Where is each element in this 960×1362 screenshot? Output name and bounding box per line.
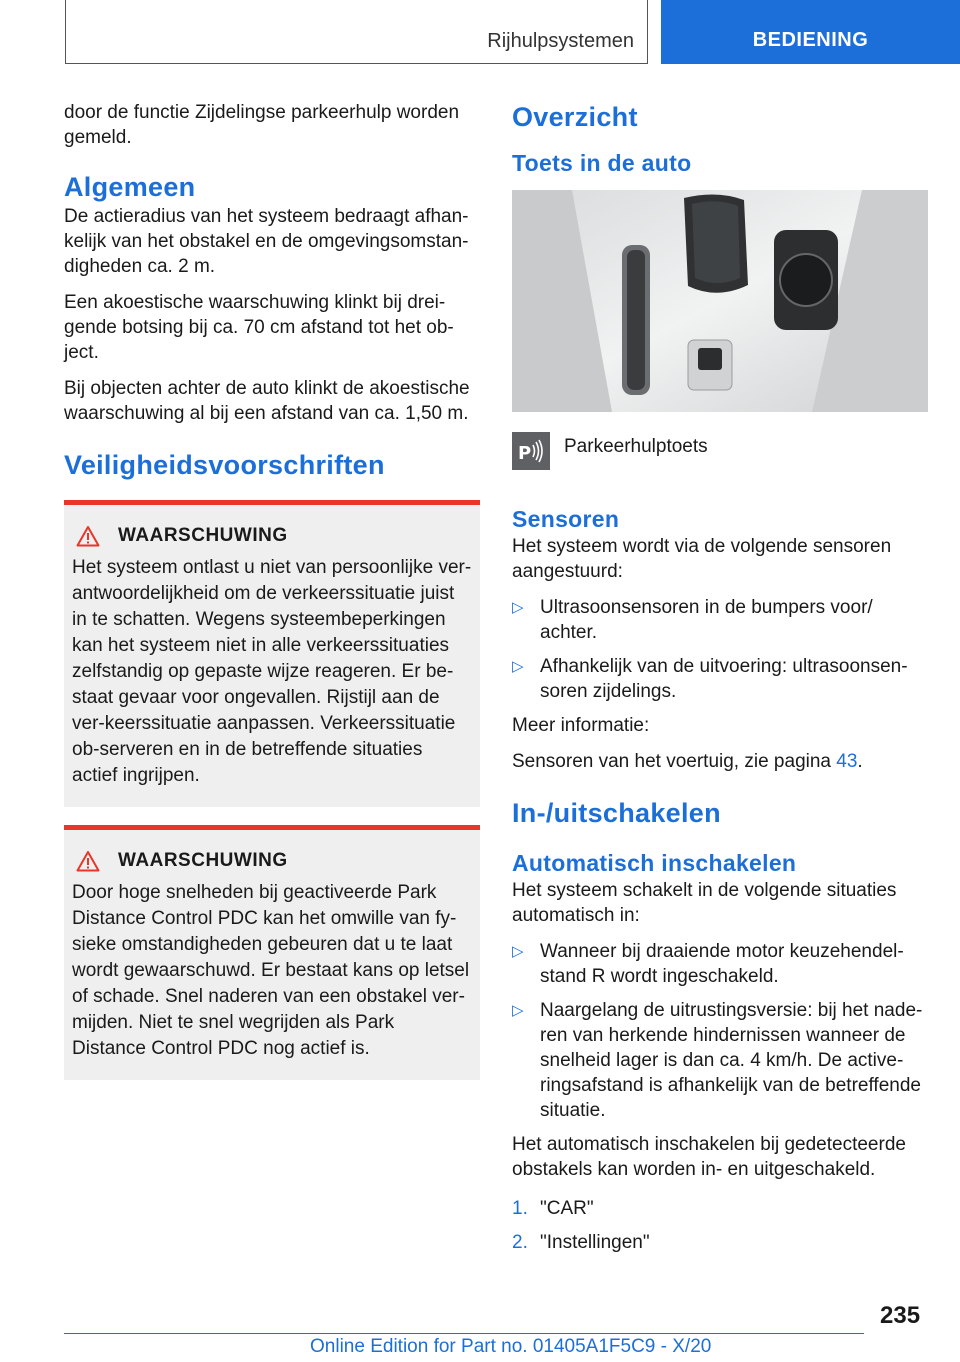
sensors-intro: Het systeem wordt via de volgende sensoren aangestuurd: (512, 536, 892, 582)
onoff-heading: In-/uitschakelen (512, 798, 721, 828)
list-item (512, 939, 928, 989)
sensors-heading: Sensoren (512, 506, 620, 532)
list-item (512, 1196, 928, 1221)
general-paragraph-1: De actieradius van het systeem bedraagt afhan-kelijk van het obstakel en de omgevingsomstan-digheden ca. 2 m. (64, 206, 469, 277)
left-column (64, 100, 480, 1098)
auto-note: Het automatisch inschakelen bij gedetecteerde obstakels kan worden in- en uitgeschakeld. (512, 1134, 906, 1180)
intro-text: door de functie Zijdelingse parkeerhulp worden gemeld. (64, 102, 460, 148)
button-legend (512, 434, 928, 470)
warning-text: Het systeem ontlast u niet van persoonlijke ver-antwoordelijkheid om de verkeerssituatie juist in te schatten. Wegens systeembeperkingen kan het systeem niet in alle verkeerssituaties zelfstandig op gepaste wijze reageren. Er be-staat gevaar voor ongevallen. Rijstijl aan de ver-keerssituatie aanpassen. Verkeerssituatie ob-serveren en in de betreffende situaties actief ingrijpen. (72, 557, 472, 786)
park-assist-button-icon (512, 432, 550, 470)
triangle-bullet-icon: ▷ (512, 658, 524, 675)
page-link[interactable]: 43 (836, 751, 858, 772)
warning-text: Door hoge snelheden bij geactiveerde Park Distance Control PDC kan het omwille van fy-sieke omstandigheden gebeuren dat u te laat wordt gewaarschuwd. Er bestaat kans op letsel of schade. Snel naderen van een obstakel ver-mijden. Niet te snel wegrijden als Park Distance Control PDC nog actief is. (72, 882, 470, 1059)
steps-list (512, 1196, 928, 1255)
header-section-title: Rijhulpsystemen (487, 30, 634, 52)
warning-title: WAARSCHUWING (118, 525, 288, 546)
step-text: "CAR" (540, 1198, 594, 1219)
general-paragraph-2: Een akoestische waarschuwing klinkt bij drei-gende botsing bij ca. 70 cm afstand tot het ob-ject. (64, 292, 454, 363)
list-item-text: Wanneer bij draaiende motor keuzehendel-stand R wordt ingeschakeld. (540, 941, 904, 987)
triangle-bullet-icon: ▷ (512, 943, 524, 960)
more-info-reference: Sensoren van het voertuig, zie pagina 43. (512, 751, 863, 772)
general-paragraph-3: Bij objecten achter de auto klinkt de akoestische waarschuwing al bij een afstand van ca. 1,50 m. (64, 378, 470, 424)
footer-edition-text[interactable]: Online Edition for Part no. 01405A1F5C9 - X/20 (310, 1336, 712, 1357)
list-item (512, 998, 928, 1123)
step-text: "Instellingen" (540, 1232, 650, 1253)
right-column (512, 100, 928, 1264)
warning-box-1 (64, 500, 480, 807)
step-number: 2. (512, 1232, 528, 1253)
triangle-bullet-icon: ▷ (512, 599, 524, 616)
list-item (512, 1230, 928, 1255)
more-info-label: Meer informatie: (512, 715, 650, 736)
warning-box-2 (64, 825, 480, 1080)
triangle-bullet-icon: ▷ (512, 1002, 524, 1019)
step-number: 1. (512, 1198, 528, 1219)
button-legend-label: Parkeerhulptoets (564, 436, 708, 457)
reference-text: Sensoren van het voertuig, zie pagina (512, 751, 831, 772)
warning-triangle-icon (76, 525, 100, 547)
footer-divider (64, 1333, 864, 1334)
list-item-text: Ultrasoonsensoren in de bumpers voor/ achter. (540, 597, 873, 643)
auto-intro: Het systeem schakelt in de volgende situaties automatisch in: (512, 880, 897, 926)
list-item-text: Afhankelijk van de uitvoering: ultrasoonsen-soren zijdelings. (540, 656, 908, 702)
warning-title: WAARSCHUWING (118, 850, 288, 871)
auto-heading: Automatisch inschakelen (512, 850, 797, 876)
list-item (512, 654, 928, 704)
svg-text:P: P (518, 443, 532, 463)
header-chapter-tab[interactable]: BEDIENING (661, 0, 960, 64)
auto-list (512, 939, 928, 1123)
button-heading: Toets in de auto (512, 150, 692, 176)
general-heading: Algemeen (64, 172, 196, 202)
list-item-text: Naargelang de uitrustingsversie: bij het nade-ren van herkende hindernissen wanneer de snelheid lager is dan ca. 4 km/h. De active-ringsafstand is afhankelijk van de betreffende situatie. (540, 1000, 923, 1121)
warning-triangle-icon (76, 850, 100, 872)
center-console-photo (512, 190, 928, 412)
overview-heading: Overzicht (512, 102, 638, 132)
safety-heading: Veiligheidsvoorschriften (64, 450, 385, 480)
sensors-list (512, 595, 928, 704)
list-item (512, 595, 928, 645)
page-number: 235 (880, 1302, 921, 1329)
